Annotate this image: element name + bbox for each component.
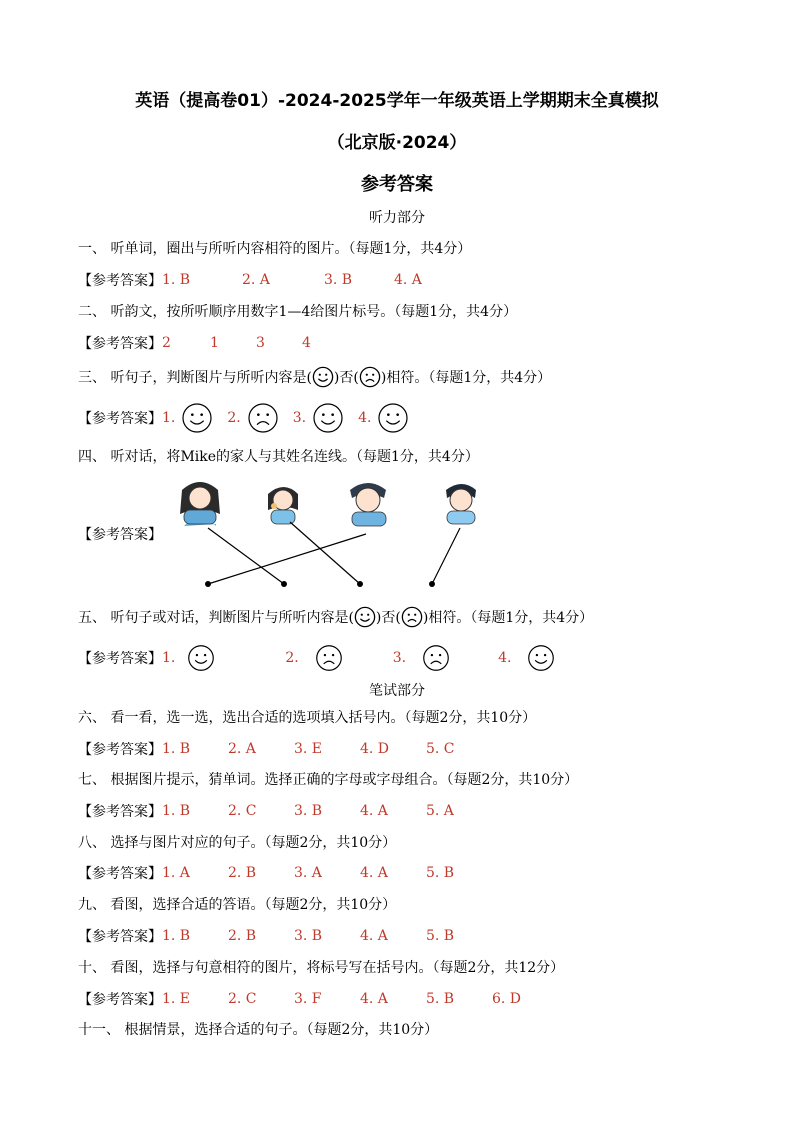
answer-item: 1. A <box>162 865 190 881</box>
answer-item: 4 <box>302 335 311 351</box>
writing-part-label: 笔试部分 <box>369 683 425 699</box>
answer-item: 4. A <box>360 991 388 1007</box>
answer-item: 2. B <box>228 928 257 944</box>
sad-face-icon <box>247 402 279 434</box>
answer-row-7 <box>78 801 454 821</box>
answer-item: 3. <box>392 650 407 666</box>
question-2: 二、 听韵文，按所听顺序用数字1—4给图片标号。（每题1分，共4分） <box>78 304 518 320</box>
question-10: 十、 看图，选择与句意相符的图片，将标号写在括号内。（每题2分，共12分） <box>78 960 565 976</box>
answer-item: 1. B <box>162 272 191 288</box>
question-4: 四、 听对话，将Mike的家人与其姓名连线。（每题1分，共4分） <box>78 449 479 465</box>
answer-row-4 <box>78 524 162 544</box>
answer-tag: 【参考答案】 <box>78 992 162 1008</box>
answer-item: 3. <box>292 410 307 426</box>
doc-title-line2: （北京版·2024） <box>327 133 467 153</box>
answer-item: 2. A <box>242 272 270 288</box>
answer-item: 4. D <box>360 741 390 757</box>
question-3-text: )否( <box>333 370 359 386</box>
sad-face-icon <box>422 644 450 672</box>
answer-item: 3. B <box>294 803 323 819</box>
answer-item: 4. A <box>394 272 422 288</box>
happy-face-icon <box>187 644 215 672</box>
doc-title-line1: 英语（提高卷01）-2024-2025学年一年级英语上学期期末全真模拟 <box>135 91 659 111</box>
answer-item: 2. C <box>228 803 257 819</box>
answer-item: 5. A <box>426 803 454 819</box>
answer-item: 1. E <box>162 991 191 1007</box>
answer-item: 4. A <box>360 928 388 944</box>
answer-row-5 <box>78 644 555 672</box>
question-8: 八、 选择与图片对应的句子。（每题2分，共10分） <box>78 835 397 851</box>
answer-item: 3. B <box>324 272 353 288</box>
answer-row-3 <box>78 402 409 434</box>
question-11: 十一、 根据情景，选择合适的句子。（每题2分，共10分） <box>78 1022 439 1038</box>
question-3-text: 三、 听句子，判断图片与所听内容是( <box>78 370 312 386</box>
answer-row-6 <box>78 739 455 759</box>
father-icon <box>350 483 386 526</box>
answer-tag: 【参考答案】 <box>78 411 162 427</box>
question-7: 七、 根据图片提示，猜单词。选择正确的字母或字母组合。（每题2分，共10分） <box>78 772 579 788</box>
answer-row-10 <box>78 989 521 1009</box>
answer-tag: 【参考答案】 <box>78 742 162 758</box>
answer-item: 1. <box>162 410 176 426</box>
question-3 <box>78 366 551 388</box>
answer-tag: 【参考答案】 <box>78 804 162 820</box>
answer-row-1 <box>78 270 422 290</box>
happy-face-icon <box>181 402 213 434</box>
answer-item: 3. E <box>294 741 323 757</box>
answer-item: 5. B <box>426 865 455 881</box>
answer-heading: 参考答案 <box>361 174 433 195</box>
answer-item: 4. <box>358 410 372 426</box>
answer-item: 2. C <box>228 991 257 1007</box>
happy-face-icon <box>354 606 376 628</box>
sad-face-icon <box>401 606 423 628</box>
answer-item: 3. A <box>294 865 322 881</box>
mother-icon <box>180 482 220 526</box>
sad-face-icon <box>315 644 343 672</box>
answer-tag: 【参考答案】 <box>78 651 162 667</box>
family-matching-figure <box>170 476 490 596</box>
answer-tag: 【参考答案】 <box>78 273 162 289</box>
answer-row-2 <box>78 333 311 353</box>
answer-item: 2. A <box>228 741 256 757</box>
answer-item: 3. F <box>294 991 322 1007</box>
sad-face-icon <box>359 366 381 388</box>
answer-item: 5. B <box>426 928 455 944</box>
answer-item: 2. B <box>228 865 257 881</box>
answer-item: 1. B <box>162 803 191 819</box>
answer-tag: 【参考答案】 <box>78 929 162 945</box>
answer-item: 4. <box>498 650 512 666</box>
happy-face-icon <box>312 402 344 434</box>
answer-item: 5. B <box>426 991 455 1007</box>
happy-face-icon <box>312 366 334 388</box>
answer-item: 3. B <box>294 928 323 944</box>
question-5-text: )否( <box>375 610 401 626</box>
answer-item: 1 <box>210 335 219 351</box>
answer-item: 2. <box>227 410 241 426</box>
answer-item: 4. A <box>360 803 388 819</box>
answer-item: 2. <box>285 650 299 666</box>
happy-face-icon <box>377 402 409 434</box>
answer-item: 1. B <box>162 741 191 757</box>
question-9: 九、 看图，选择合适的答语。（每题2分，共10分） <box>78 897 397 913</box>
boy-icon <box>446 484 476 524</box>
answer-tag: 【参考答案】 <box>78 866 162 882</box>
answer-row-9 <box>78 926 454 946</box>
answer-item: 1. B <box>162 928 191 944</box>
listening-part-label: 听力部分 <box>369 210 425 226</box>
answer-item: 3 <box>256 335 265 351</box>
answer-row-8 <box>78 863 454 883</box>
question-5-text: )相符。（每题1分，共4分） <box>422 610 594 626</box>
answer-item: 2 <box>162 335 171 351</box>
answer-tag: 【参考答案】 <box>78 527 162 543</box>
question-1: 一、 听单词，圈出与所听内容相符的图片。（每题1分，共4分） <box>78 241 472 257</box>
question-5 <box>78 606 593 628</box>
answer-item: 5. C <box>426 741 455 757</box>
answer-item: 1. <box>162 650 176 666</box>
question-5-text: 五、 听句子或对话，判断图片与所听内容是( <box>78 610 354 626</box>
girl-icon <box>268 487 298 524</box>
answer-item: 6. D <box>492 991 522 1007</box>
answer-tag: 【参考答案】 <box>78 336 162 352</box>
question-3-text: )相符。（每题1分，共4分） <box>380 370 552 386</box>
question-6: 六、 看一看，选一选，选出合适的选项填入括号内。（每题2分，共10分） <box>78 710 537 726</box>
answer-item: 4. A <box>360 865 388 881</box>
happy-face-icon <box>527 644 555 672</box>
